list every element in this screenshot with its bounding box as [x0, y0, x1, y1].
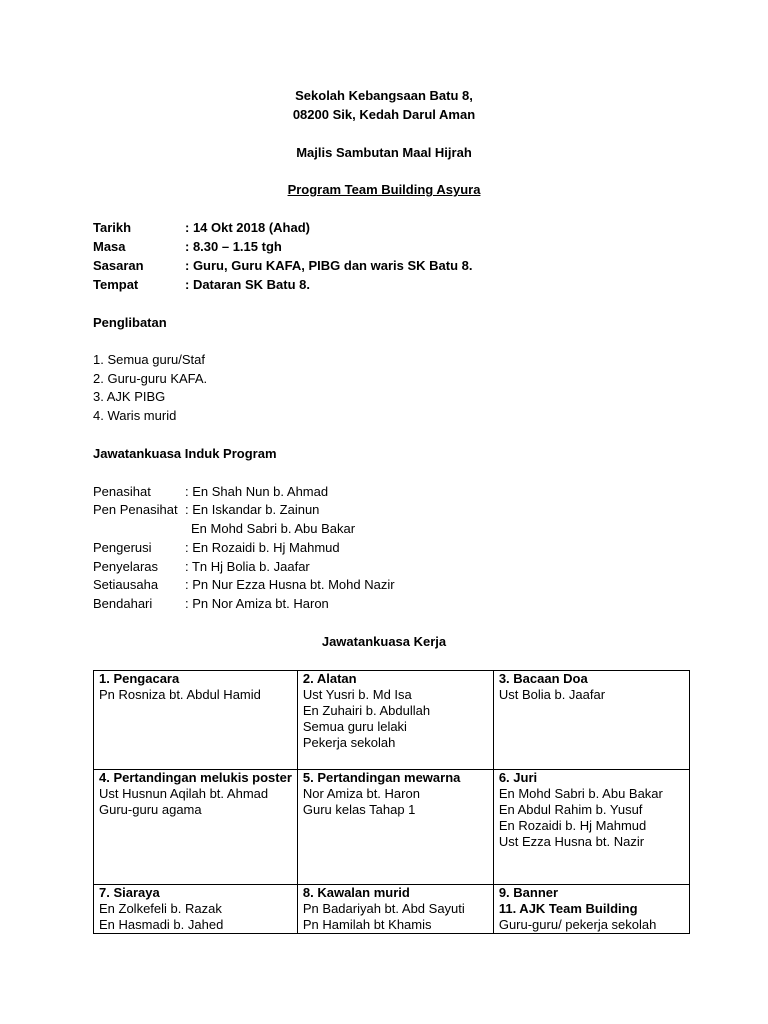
- induk-label: Pengerusi: [93, 540, 152, 555]
- induk-row: [93, 594, 329, 613]
- induk-value: : Pn Nor Amiza bt. Haron: [185, 596, 329, 611]
- kerja-cell: [94, 671, 298, 770]
- cell-title: 2. Alatan: [302, 671, 357, 686]
- detail-label: Tempat: [93, 277, 139, 292]
- kerja-cell: [493, 671, 689, 770]
- table-row: [94, 671, 690, 770]
- induk-label: Penasihat: [93, 484, 151, 499]
- program-title-wrap: [0, 180, 768, 199]
- kerja-cell: [297, 885, 493, 934]
- cell-member: En Rozaidi b. Hj Mahmud: [498, 818, 647, 833]
- cell-member: En Hasmadi b. Jahed: [99, 917, 224, 932]
- detail-row-sasaran: [93, 256, 472, 275]
- school-name: Sekolah Kebangsaan Batu 8,: [295, 88, 473, 103]
- penglibatan-heading: Penglibatan: [93, 315, 167, 330]
- cell-title: 7. Siaraya: [99, 885, 160, 900]
- induk-value: : En Iskandar b. Zainun: [185, 502, 320, 517]
- cell-title: 1. Pengacara: [99, 671, 180, 686]
- induk-value: : En Shah Nun b. Ahmad: [185, 484, 329, 499]
- detail-value: : Guru, Guru KAFA, PIBG dan waris SK Batu 8.: [185, 258, 473, 273]
- kerja-cell: [94, 770, 298, 885]
- table-row: [94, 770, 690, 885]
- cell-title: 9. Banner: [498, 885, 559, 900]
- cell-title: 4. Pertandingan melukis poster: [99, 770, 292, 785]
- penglibatan-item: 1. Semua guru/Staf: [93, 352, 206, 367]
- induk-label: Bendahari: [93, 596, 153, 611]
- cell-member: Guru-guru/ pekerja sekolah: [498, 917, 657, 932]
- kerja-cell: [94, 885, 298, 934]
- detail-row-masa: [93, 237, 282, 256]
- induk-label: Pen Penasihat: [93, 502, 178, 517]
- cell-title: 5. Pertandingan mewarna: [302, 770, 461, 785]
- penglibatan-item: 4. Waris murid: [93, 408, 177, 423]
- induk-value: : En Rozaidi b. Hj Mahmud: [185, 540, 340, 555]
- school-address: 08200 Sik, Kedah Darul Aman: [292, 107, 476, 122]
- induk-row: [93, 482, 328, 501]
- cell-member: Guru kelas Tahap 1: [302, 802, 416, 817]
- event-title: Majlis Sambutan Maal Hijrah: [296, 145, 472, 160]
- cell-member: En Zolkefeli b. Razak: [99, 901, 222, 916]
- kerja-cell: [297, 770, 493, 885]
- induk-label: Setiausaha: [93, 577, 159, 592]
- detail-row-tempat: [93, 275, 310, 294]
- induk-value-continued: En Mohd Sabri b. Abu Bakar: [191, 521, 356, 536]
- induk-value: : Tn Hj Bolia b. Jaafar: [185, 559, 310, 574]
- cell-member: Nor Amiza bt. Haron: [302, 786, 420, 801]
- detail-label: Sasaran: [93, 258, 144, 273]
- kerja-cell: [297, 671, 493, 770]
- program-title: Program Team Building Asyura: [287, 182, 481, 197]
- cell-member: Ust Husnun Aqilah bt. Ahmad: [99, 786, 269, 801]
- cell-member: En Abdul Rahim b. Yusuf: [498, 802, 643, 817]
- penglibatan-item: 3. AJK PIBG: [93, 389, 166, 404]
- induk-heading: Jawatankuasa Induk Program: [93, 446, 277, 461]
- cell-member: En Mohd Sabri b. Abu Bakar: [498, 786, 663, 801]
- kerja-cell: [493, 770, 689, 885]
- kerja-table: [93, 670, 690, 934]
- induk-value: : Pn Nur Ezza Husna bt. Mohd Nazir: [185, 577, 395, 592]
- cell-member: Pn Rosniza bt. Abdul Hamid: [99, 687, 261, 702]
- cell-member: Pekerja sekolah: [302, 735, 396, 750]
- induk-row: [93, 538, 340, 557]
- cell-title: 6. Juri: [498, 770, 538, 785]
- detail-label: Masa: [93, 239, 126, 254]
- induk-label: Penyelaras: [93, 559, 159, 574]
- detail-label: Tarikh: [93, 220, 132, 235]
- cell-title: 3. Bacaan Doa: [498, 671, 588, 686]
- detail-value: : 8.30 – 1.15 tgh: [185, 239, 282, 254]
- detail-value: : 14 Okt 2018 (Ahad): [185, 220, 310, 235]
- kerja-heading: Jawatankuasa Kerja: [321, 634, 447, 649]
- cell-member: Ust Yusri b. Md Isa: [302, 687, 412, 702]
- detail-row-tarikh: [93, 218, 310, 237]
- cell-member: Semua guru lelaki: [302, 719, 407, 734]
- cell-member: Guru-guru agama: [99, 802, 202, 817]
- cell-member: En Zuhairi b. Abdullah: [302, 703, 431, 718]
- cell-member: Ust Bolia b. Jaafar: [498, 687, 606, 702]
- cell-title: 8. Kawalan murid: [302, 885, 410, 900]
- table-row: [94, 885, 690, 934]
- penglibatan-item: 2. Guru-guru KAFA.: [93, 371, 208, 386]
- cell-member: Pn Badariyah bt. Abd Sayuti: [302, 901, 465, 916]
- cell-subtitle: 11. AJK Team Building: [498, 901, 638, 916]
- cell-member: Pn Hamilah bt Khamis: [302, 917, 432, 932]
- cell-member: Ust Ezza Husna bt. Nazir: [498, 834, 645, 849]
- detail-value: : Dataran SK Batu 8.: [185, 277, 310, 292]
- induk-row: [93, 575, 395, 594]
- induk-row: [93, 557, 310, 576]
- induk-row: [93, 500, 319, 519]
- kerja-cell: [493, 885, 689, 934]
